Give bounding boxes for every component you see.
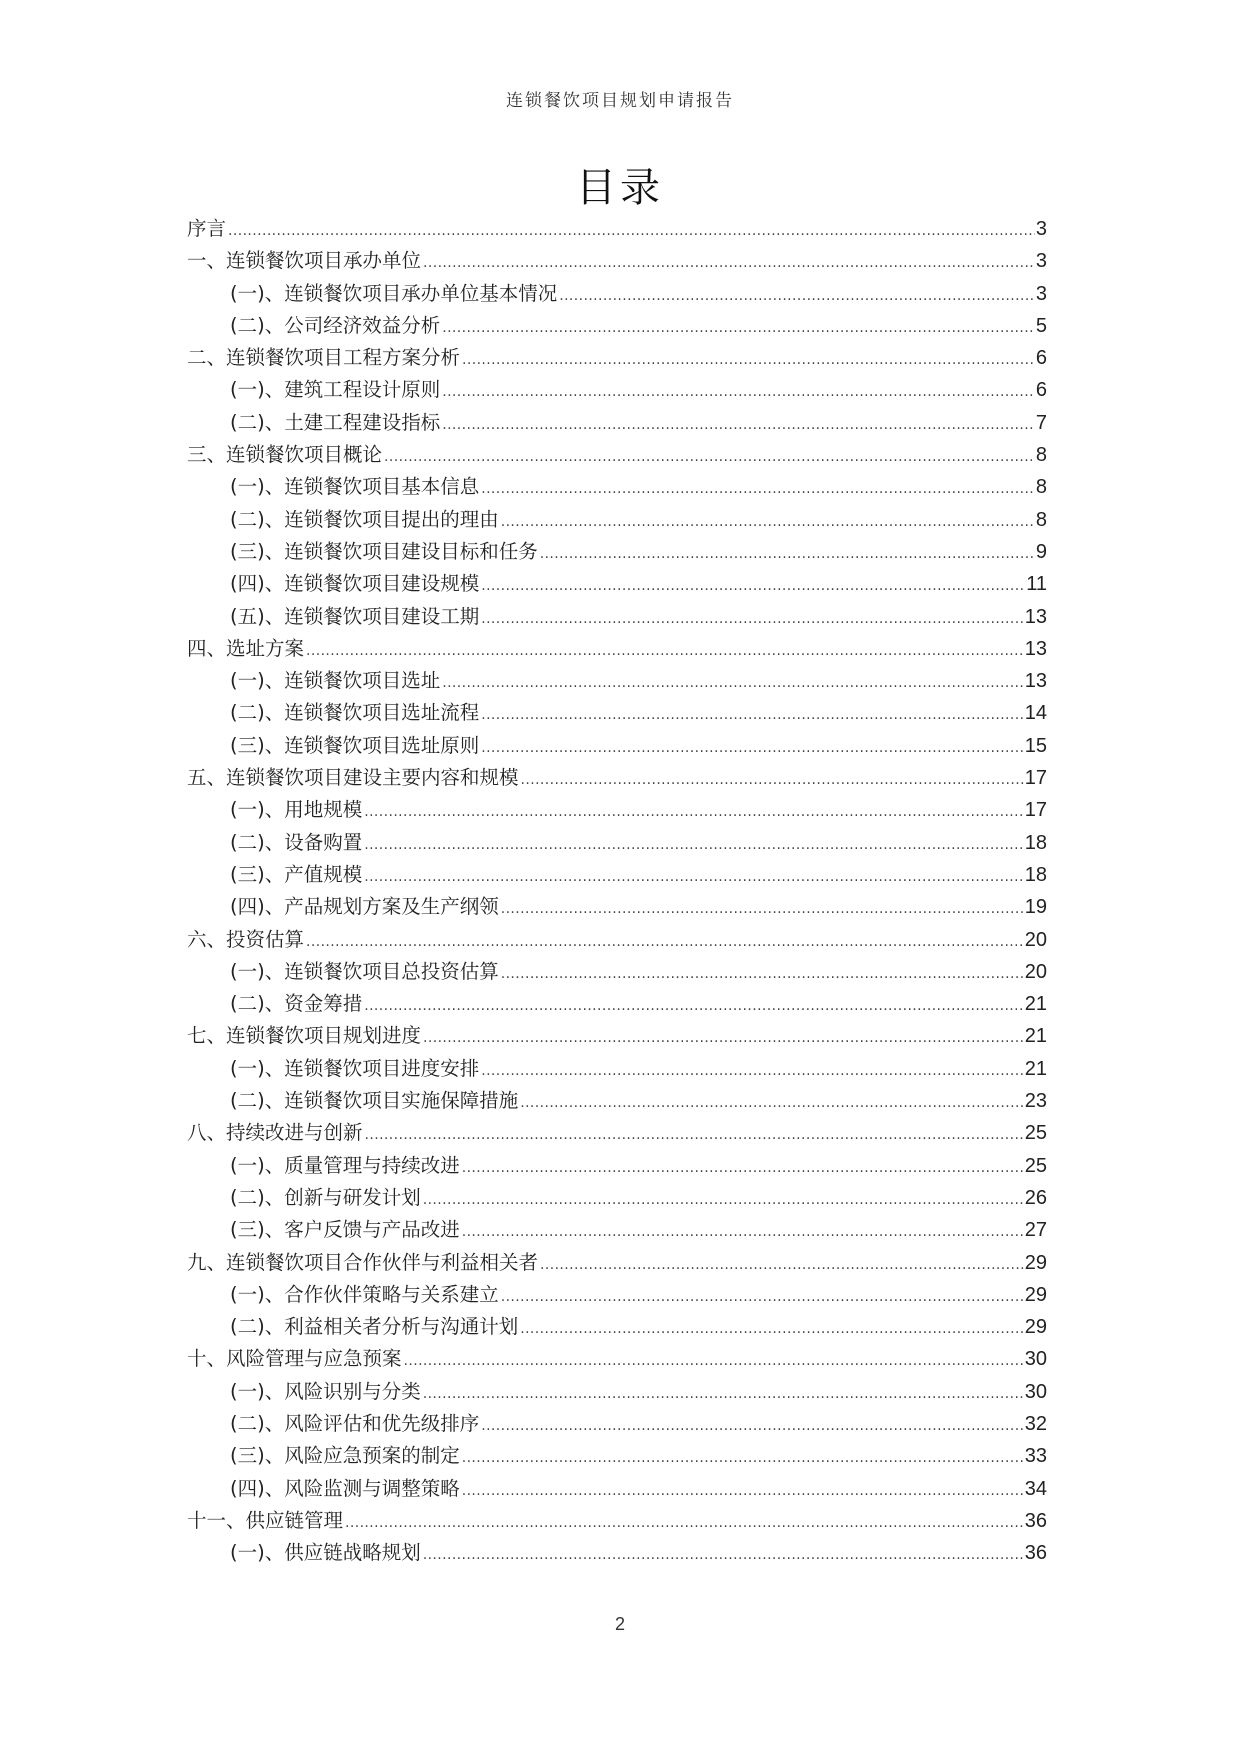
dot-leader — [462, 1152, 1024, 1184]
toc-entry-label: 十一、供应链管理 — [187, 1508, 344, 1532]
toc-entry-page-number: 7 — [1035, 411, 1047, 434]
dot-leader — [481, 1410, 1024, 1442]
toc-entry-label: 五、连锁餐饮项目建设主要内容和规模 — [187, 766, 519, 790]
dot-leader — [423, 1184, 1024, 1216]
toc-entry-page-number: 8 — [1035, 508, 1047, 531]
toc-entry-page-number: 29 — [1024, 1251, 1047, 1274]
toc-entry-chapter[interactable] — [187, 439, 1047, 471]
toc-entry-section[interactable] — [187, 1085, 1047, 1117]
dot-leader — [423, 1022, 1024, 1054]
dot-leader — [442, 376, 1035, 408]
toc-entry-label: (四)、产品规划方案及生产纲领 — [230, 895, 499, 919]
dot-leader — [306, 635, 1024, 667]
toc-entry-section[interactable] — [187, 407, 1047, 439]
dot-leader — [228, 215, 1035, 247]
toc-entry-section[interactable] — [187, 1214, 1047, 1246]
toc-entry-label: (三)、产值规模 — [230, 862, 363, 886]
toc-entry-label: (二)、土建工程建设指标 — [230, 410, 441, 434]
dot-leader — [540, 538, 1035, 570]
dot-leader — [365, 1119, 1024, 1151]
toc-title: 目录 — [576, 165, 664, 211]
toc-entry-section[interactable] — [187, 1408, 1047, 1440]
toc-entry-page-number: 3 — [1035, 282, 1047, 305]
toc-entry-section[interactable] — [187, 665, 1047, 697]
dot-leader — [501, 958, 1024, 990]
toc-entry-section[interactable] — [187, 1279, 1047, 1311]
toc-entry-page-number: 21 — [1024, 993, 1047, 1016]
toc-entry-page-number: 3 — [1035, 218, 1047, 240]
toc-entry-label: 十、风险管理与应急预案 — [187, 1347, 402, 1371]
toc-entry-page-number: 18 — [1024, 863, 1047, 886]
toc-entry-section[interactable] — [187, 1376, 1047, 1408]
toc-entry-section[interactable] — [187, 536, 1047, 568]
toc-entry-page-number: 20 — [1024, 960, 1047, 983]
toc-entry-page-number: 34 — [1024, 1477, 1047, 1500]
dot-leader — [404, 1345, 1024, 1377]
toc-entry-label: (二)、设备购置 — [230, 830, 363, 854]
toc-entry-page-number: 5 — [1035, 314, 1047, 337]
dot-leader — [384, 441, 1035, 473]
toc-entry-page-number: 36 — [1024, 1509, 1047, 1532]
dot-leader — [442, 312, 1035, 344]
dot-leader — [520, 1313, 1024, 1345]
toc-entry-label: (五)、连锁餐饮项目建设工期 — [230, 604, 480, 628]
toc-entry-page-number: 8 — [1035, 444, 1047, 467]
toc-entry-chapter[interactable] — [187, 633, 1047, 665]
toc-entry-page-number: 3 — [1035, 250, 1047, 273]
toc-entry-page-number: 6 — [1035, 379, 1047, 402]
toc-entry-label: (四)、连锁餐饮项目建设规模 — [230, 572, 480, 596]
toc-entry-label: (二)、公司经济效益分析 — [230, 313, 441, 337]
toc-entry-page-number: 18 — [1024, 831, 1047, 854]
dot-leader — [364, 861, 1024, 893]
toc-entry-section[interactable] — [187, 504, 1047, 536]
toc-entry-section[interactable] — [187, 1440, 1047, 1472]
toc-entry-page-number: 30 — [1024, 1380, 1047, 1403]
toc-entry-chapter[interactable] — [187, 762, 1047, 794]
dot-leader — [481, 473, 1035, 505]
toc-entry-chapter[interactable] — [187, 213, 1047, 245]
dot-leader — [442, 409, 1035, 441]
toc-entry-page-number: 33 — [1024, 1445, 1047, 1468]
toc-entry-page-number: 26 — [1024, 1186, 1047, 1209]
dot-leader — [559, 280, 1035, 312]
toc-entry-section[interactable] — [187, 891, 1047, 923]
toc-entry-section[interactable] — [187, 1473, 1047, 1505]
toc-entry-label: (一)、连锁餐饮项目总投资估算 — [230, 959, 499, 983]
toc-entry-section[interactable] — [187, 1053, 1047, 1085]
toc-entry-section[interactable] — [187, 374, 1047, 406]
toc-entry-label: (一)、连锁餐饮项目承办单位基本情况 — [230, 281, 558, 305]
dot-leader — [462, 1475, 1024, 1507]
toc-entry-section[interactable] — [187, 1182, 1047, 1214]
toc-entry-page-number: 25 — [1024, 1122, 1047, 1145]
toc-entry-page-number: 13 — [1024, 605, 1047, 628]
toc-entry-page-number: 17 — [1024, 799, 1047, 822]
toc-entry-label: (三)、连锁餐饮项目建设目标和任务 — [230, 539, 538, 563]
toc-entry-chapter[interactable] — [187, 924, 1047, 956]
toc-entry-label: 七、连锁餐饮项目规划进度 — [187, 1024, 422, 1048]
toc-entry-chapter[interactable] — [187, 342, 1047, 374]
dot-leader — [462, 1442, 1024, 1474]
dot-leader — [423, 1378, 1024, 1410]
toc-entry-label: (二)、创新与研发计划 — [230, 1185, 421, 1209]
toc-entry-label: (一)、连锁餐饮项目进度安排 — [230, 1056, 480, 1080]
dot-leader — [501, 506, 1035, 538]
toc-entry-label: (一)、连锁餐饮项目基本信息 — [230, 475, 480, 499]
toc-entry-label: (二)、资金筹措 — [230, 992, 363, 1016]
toc-entry-label: (一)、供应链战略规划 — [230, 1541, 421, 1565]
dot-leader — [481, 732, 1024, 764]
toc-entry-label: 三、连锁餐饮项目概论 — [187, 443, 383, 467]
toc-entry-label: (二)、利益相关者分析与沟通计划 — [230, 1315, 519, 1339]
toc-entry-chapter[interactable] — [187, 245, 1047, 277]
dot-leader — [501, 1281, 1024, 1313]
toc-entry-page-number: 15 — [1024, 734, 1047, 757]
page-number: 2 — [614, 1614, 625, 1634]
dot-leader — [423, 1539, 1024, 1571]
toc-entry-label: 一、连锁餐饮项目承办单位 — [187, 249, 422, 273]
dot-leader — [481, 1055, 1024, 1087]
dot-leader — [423, 247, 1035, 279]
dot-leader — [501, 893, 1024, 925]
toc-entry-label: (二)、连锁餐饮项目提出的理由 — [230, 507, 499, 531]
table-of-contents — [187, 213, 1047, 1569]
toc-entry-section[interactable] — [187, 827, 1047, 859]
toc-entry-page-number: 20 — [1024, 928, 1047, 951]
toc-entry-page-number: 21 — [1024, 1057, 1047, 1080]
toc-entry-label: 二、连锁餐饮项目工程方案分析 — [187, 346, 461, 370]
toc-entry-section[interactable] — [187, 278, 1047, 310]
toc-entry-section[interactable] — [187, 859, 1047, 891]
toc-entry-page-number: 29 — [1024, 1283, 1047, 1306]
dot-leader — [345, 1507, 1024, 1539]
toc-entry-label: (三)、连锁餐饮项目选址原则 — [230, 733, 480, 757]
toc-entry-label: 序言 — [187, 217, 227, 240]
toc-entry-page-number: 25 — [1024, 1154, 1047, 1177]
toc-entry-chapter[interactable] — [187, 1020, 1047, 1052]
toc-entry-page-number: 21 — [1024, 1025, 1047, 1048]
toc-entry-section[interactable] — [187, 1311, 1047, 1343]
toc-entry-page-number: 19 — [1024, 896, 1047, 919]
toc-entry-page-number: 32 — [1024, 1412, 1047, 1435]
toc-entry-page-number: 8 — [1035, 476, 1047, 499]
dot-leader — [481, 603, 1024, 635]
toc-entry-section[interactable] — [187, 730, 1047, 762]
toc-entry-label: 六、投资估算 — [187, 927, 305, 951]
toc-entry-section[interactable] — [187, 697, 1047, 729]
running-header: 连锁餐饮项目规划申请报告 — [506, 91, 734, 111]
toc-entry-section[interactable] — [187, 794, 1047, 826]
toc-entry-label: (一)、质量管理与持续改进 — [230, 1153, 460, 1177]
dot-leader — [481, 699, 1024, 731]
dot-leader — [481, 570, 1025, 602]
dot-leader — [306, 926, 1024, 958]
toc-entry-label: (二)、连锁餐饮项目选址流程 — [230, 701, 480, 725]
toc-entry-label: (一)、用地规模 — [230, 798, 363, 822]
toc-entry-label: (一)、连锁餐饮项目选址 — [230, 669, 441, 693]
toc-entry-page-number: 36 — [1024, 1542, 1047, 1565]
toc-entry-label: (三)、客户反馈与产品改进 — [230, 1218, 460, 1242]
dot-leader — [442, 667, 1024, 699]
dot-leader — [364, 990, 1024, 1022]
toc-entry-label: 四、选址方案 — [187, 636, 305, 660]
toc-entry-page-number: 17 — [1024, 767, 1047, 790]
toc-entry-section[interactable] — [187, 956, 1047, 988]
toc-entry-page-number: 30 — [1024, 1348, 1047, 1371]
dot-leader — [520, 1087, 1024, 1119]
dot-leader — [521, 764, 1024, 796]
dot-leader — [462, 344, 1035, 376]
toc-entry-page-number: 29 — [1024, 1316, 1047, 1339]
toc-entry-page-number: 11 — [1026, 573, 1047, 596]
dot-leader — [364, 829, 1024, 861]
toc-entry-chapter[interactable] — [187, 1247, 1047, 1279]
toc-entry-label: 八、持续改进与创新 — [187, 1121, 363, 1145]
toc-entry-label: (一)、风险识别与分类 — [230, 1379, 421, 1403]
toc-entry-chapter[interactable] — [187, 1117, 1047, 1149]
toc-entry-chapter[interactable] — [187, 1343, 1047, 1375]
toc-entry-section[interactable] — [187, 1150, 1047, 1182]
toc-entry-section[interactable] — [187, 568, 1047, 600]
toc-entry-section[interactable] — [187, 988, 1047, 1020]
toc-entry-page-number: 23 — [1024, 1090, 1047, 1113]
toc-entry-page-number: 14 — [1024, 702, 1047, 725]
toc-entry-section[interactable] — [187, 1537, 1047, 1569]
toc-entry-chapter[interactable] — [187, 1505, 1047, 1537]
toc-entry-label: (二)、风险评估和优先级排序 — [230, 1411, 480, 1435]
toc-entry-section[interactable] — [187, 601, 1047, 633]
toc-entry-section[interactable] — [187, 310, 1047, 342]
dot-leader — [364, 796, 1024, 828]
toc-entry-label: (一)、建筑工程设计原则 — [230, 378, 441, 402]
toc-entry-page-number: 6 — [1035, 347, 1047, 370]
toc-entry-label: (一)、合作伙伴策略与关系建立 — [230, 1282, 499, 1306]
toc-entry-section[interactable] — [187, 471, 1047, 503]
toc-entry-page-number: 13 — [1024, 637, 1047, 660]
toc-entry-label: (二)、连锁餐饮项目实施保障措施 — [230, 1089, 519, 1113]
dot-leader — [540, 1249, 1024, 1281]
toc-entry-label: 九、连锁餐饮项目合作伙伴与利益相关者 — [187, 1250, 539, 1274]
dot-leader — [462, 1216, 1024, 1248]
toc-entry-page-number: 27 — [1024, 1219, 1047, 1242]
toc-entry-page-number: 13 — [1024, 670, 1047, 693]
toc-entry-label: (三)、风险应急预案的制定 — [230, 1444, 460, 1468]
toc-entry-page-number: 9 — [1035, 540, 1047, 563]
toc-entry-label: (四)、风险监测与调整策略 — [230, 1476, 460, 1500]
